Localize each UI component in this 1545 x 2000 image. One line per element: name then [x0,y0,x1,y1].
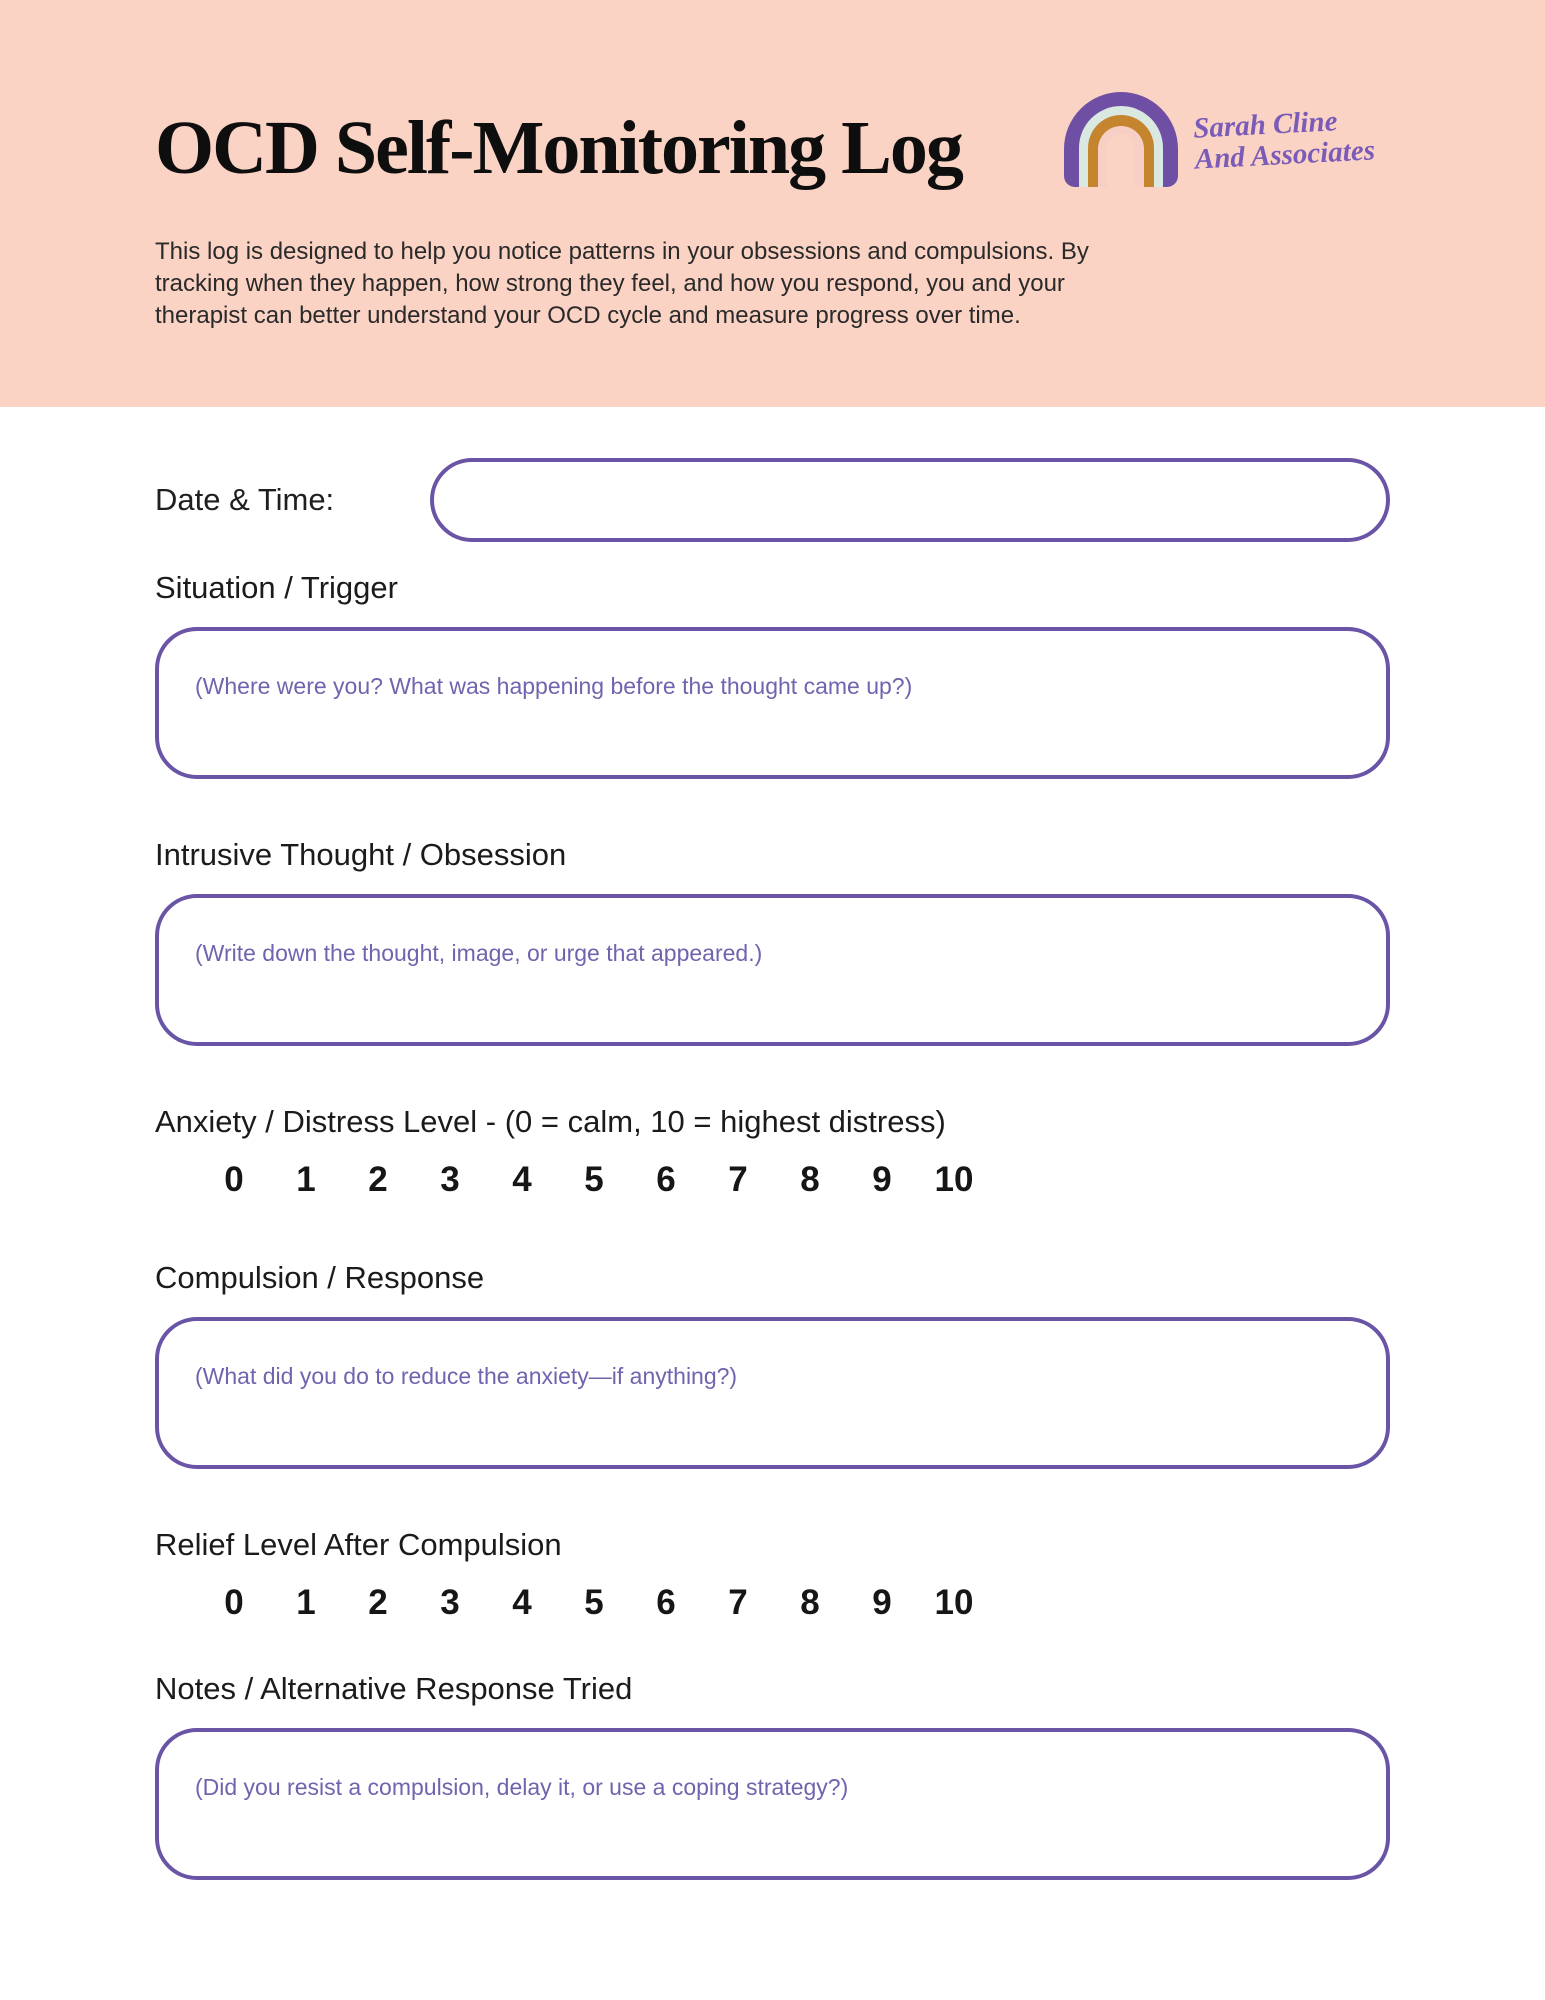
date-time-row [155,458,1390,542]
relief-scale-option[interactable]: 8 [800,1583,820,1622]
relief-scale-option[interactable]: 1 [296,1583,316,1622]
anxiety-scale-option[interactable]: 0 [224,1160,244,1199]
date-time-label: Date & Time: [155,482,335,517]
anxiety-scale-option[interactable]: 1 [296,1160,316,1199]
anxiety-scale-option[interactable]: 9 [872,1160,892,1199]
relief-scale [213,1579,1390,1627]
page-header [0,0,1545,407]
compulsion-heading: Compulsion / Response [155,1260,485,1295]
relief-scale-option[interactable]: 7 [728,1583,748,1622]
anxiety-scale-option[interactable]: 7 [728,1160,748,1199]
brand-name-line2: And Associates [1194,134,1376,176]
anxiety-scale-option[interactable]: 6 [656,1160,676,1199]
relief-level-heading: Relief Level After Compulsion [155,1527,562,1562]
compulsion-textarea[interactable] [155,1317,1390,1469]
relief-scale-option[interactable]: 6 [656,1583,676,1622]
relief-scale-option[interactable]: 0 [224,1583,244,1622]
intrusive-thought-textarea[interactable] [155,894,1390,1046]
anxiety-scale-option[interactable]: 8 [800,1160,820,1199]
brand-name [1193,104,1376,175]
form-body [0,458,1545,1880]
anxiety-level-heading: Anxiety / Distress Level - (0 = calm, 10 = highest distress) [155,1104,946,1139]
relief-scale-option[interactable]: 3 [440,1583,460,1622]
anxiety-scale [213,1156,1390,1204]
date-time-input[interactable] [430,458,1390,542]
intrusive-thought-heading: Intrusive Thought / Obsession [155,837,567,872]
brand-name-line1: Sarah Cline [1192,105,1339,145]
relief-scale-option[interactable]: 4 [512,1583,532,1622]
intro-text: This log is designed to help you notice patterns in your obsessions and compulsions. By tracking when they happen, how strong they feel, and how you respond, you and your therapist can better understand your OCD cycle and measure progress over time. [155,238,1089,329]
rainbow-arch-icon [1062,92,1180,188]
anxiety-scale-option[interactable]: 10 [934,1160,974,1199]
situation-heading: Situation / Trigger [155,570,398,605]
anxiety-scale-option[interactable]: 5 [584,1160,604,1199]
notes-textarea[interactable] [155,1728,1390,1880]
anxiety-scale-option[interactable]: 3 [440,1160,460,1199]
anxiety-scale-option[interactable]: 2 [368,1160,388,1199]
situation-textarea[interactable] [155,627,1390,779]
page-title: OCD Self-Monitoring Log [155,106,962,190]
relief-scale-option[interactable]: 2 [368,1583,388,1622]
relief-scale-option[interactable]: 9 [872,1583,892,1622]
brand-block [1062,92,1374,188]
anxiety-scale-option[interactable]: 4 [512,1160,532,1199]
relief-scale-option[interactable]: 5 [584,1583,604,1622]
notes-heading: Notes / Alternative Response Tried [155,1671,633,1706]
relief-scale-option[interactable]: 10 [934,1583,974,1622]
